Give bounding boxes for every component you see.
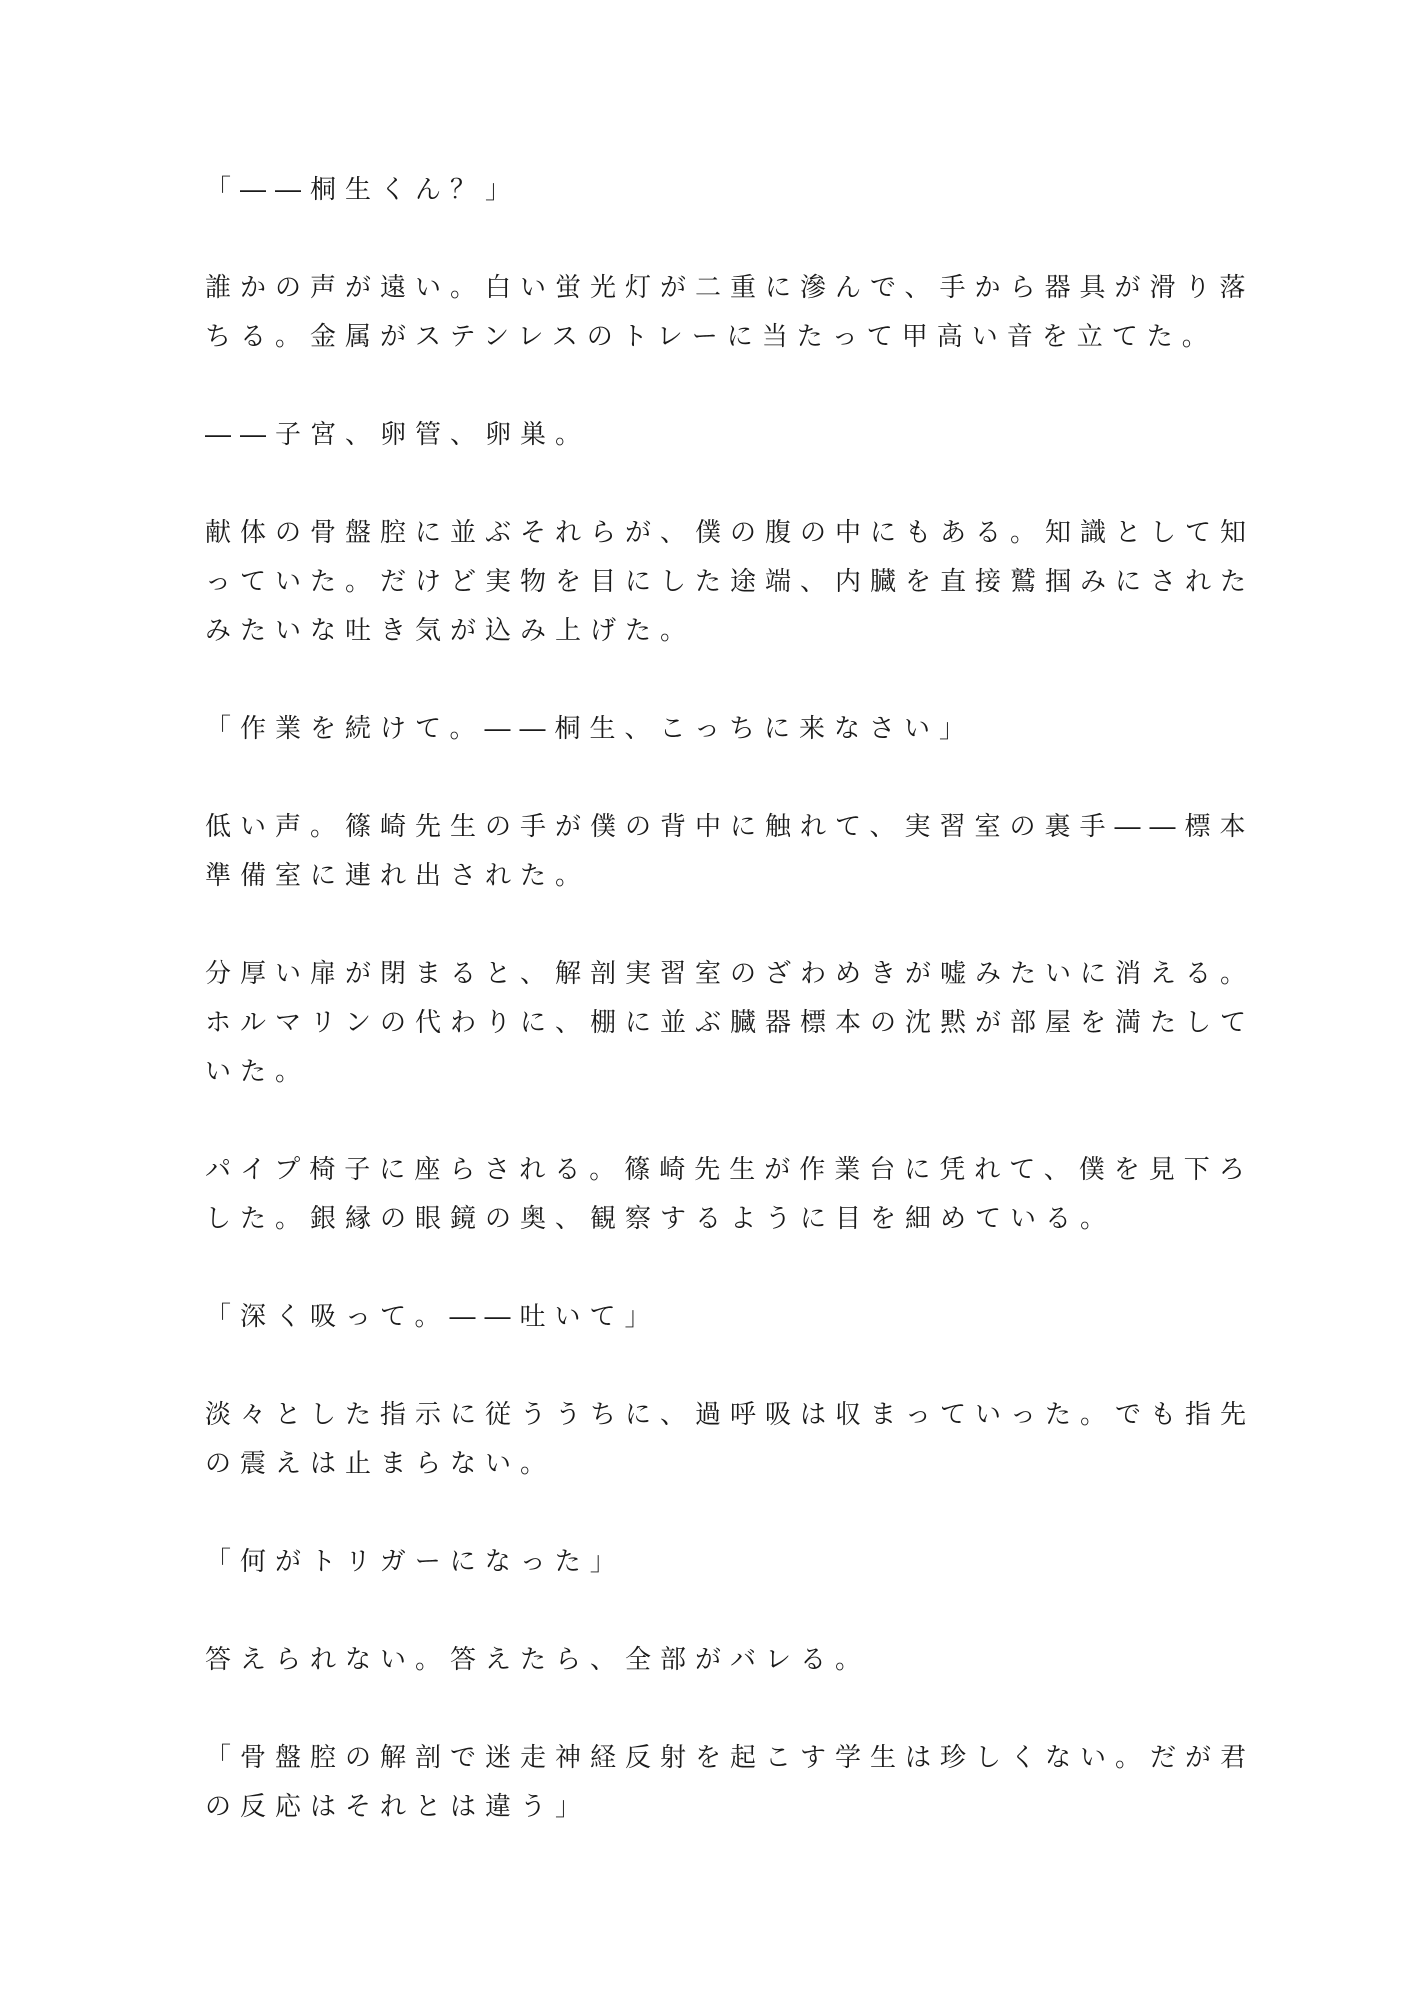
text-line: 淡々とした指示に従ううちに、過呼吸は収まっていった。でも指先	[205, 1400, 1256, 1430]
text-line: 分厚い扉が閉まると、解剖実習室のざわめきが嘘みたいに消える。	[205, 959, 1256, 989]
paragraph-5	[205, 705, 1175, 754]
paragraph-3	[205, 411, 1175, 460]
text-line: 答えられない。答えたら、全部がバレる。	[205, 1645, 871, 1675]
text-line: の反応はそれとは違う」	[205, 1792, 591, 1822]
text-line: 「深く吸って。――吐いて」	[205, 1302, 660, 1332]
text-line: パイプ椅子に座らされる。篠崎先生が作業台に凭れて、僕を見下ろ	[205, 1155, 1254, 1185]
text-line: ――子宮、卵管、卵巣。	[205, 420, 591, 450]
text-line: した。銀縁の眼鏡の奥、観察するように目を細めている。	[205, 1204, 1116, 1234]
text-line: 「作業を続けて。――桐生、こっちに来なさい」	[205, 714, 974, 744]
paragraph-7	[205, 950, 1256, 1097]
text-line: っていた。だけど実物を目にした途端、内臓を直接鷲掴みにされた	[205, 567, 1256, 597]
paragraph-8	[205, 1146, 1254, 1244]
document-page	[205, 166, 1256, 1881]
text-line: の震えは止まらない。	[205, 1449, 556, 1479]
text-line: 低い声。篠崎先生の手が僕の背中に触れて、実習室の裏手――標本	[205, 812, 1255, 842]
paragraph-4	[205, 509, 1256, 656]
text-line: 誰かの声が遠い。白い蛍光灯が二重に滲んで、手から器具が滑り落	[205, 273, 1255, 303]
text-line: ホルマリンの代わりに、棚に並ぶ臓器標本の沈黙が部屋を満たして	[205, 1008, 1256, 1038]
text-line: みたいな吐き気が込み上げた。	[205, 616, 696, 646]
paragraph-1	[205, 166, 1175, 215]
paragraph-11	[205, 1538, 1175, 1587]
paragraph-9	[205, 1293, 1175, 1342]
text-line: 準備室に連れ出された。	[205, 861, 591, 891]
paragraph-10	[205, 1391, 1256, 1489]
text-line: ちる。金属がステンレスのトレーに当たって甲高い音を立てた。	[205, 322, 1217, 352]
text-line: 「――桐生くん？」	[205, 175, 521, 205]
text-line: 「何がトリガーになった」	[205, 1547, 625, 1577]
text-line: 「骨盤腔の解剖で迷走神経反射を起こす学生は珍しくない。だが君	[205, 1743, 1256, 1773]
text-line: いた。	[205, 1057, 311, 1087]
paragraph-12	[205, 1636, 1175, 1685]
paragraph-13	[205, 1734, 1256, 1832]
paragraph-2	[205, 264, 1255, 362]
text-line: 献体の骨盤腔に並ぶそれらが、僕の腹の中にもある。知識として知	[205, 518, 1256, 548]
paragraph-6	[205, 803, 1255, 901]
